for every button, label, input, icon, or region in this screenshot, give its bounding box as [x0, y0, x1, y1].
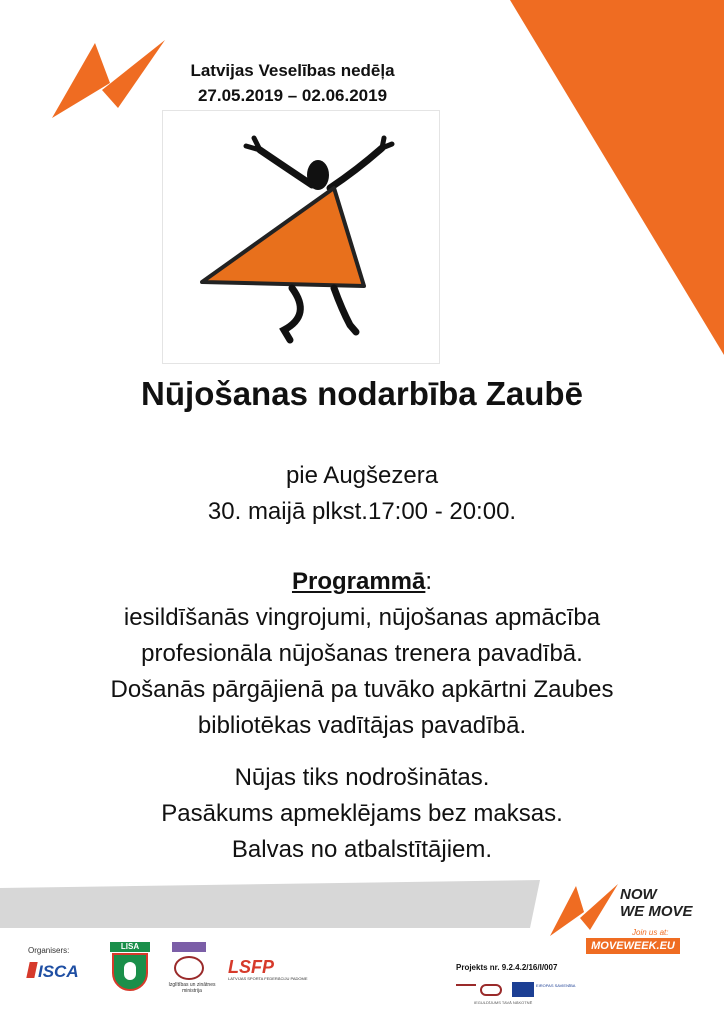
note-line: Pasākums apmeklējams bez maksas.: [161, 800, 563, 827]
now-text: NOW: [620, 886, 657, 903]
latvia-logo-icon: [480, 984, 502, 996]
program-line: iesildīšanās vingrojumi, nūjošanas apmācība: [123, 604, 601, 631]
event-details: [0, 458, 724, 530]
eu-flag-icon: [512, 982, 534, 997]
join-us-label: Join us at:: [632, 928, 669, 937]
now-we-move-text: [620, 886, 693, 920]
note-line: Nūjas tiks nodrošinātas.: [234, 764, 490, 791]
jumping-figure-illustration: [162, 110, 440, 364]
program-line: bibliotēkas vadītājas pavadībā.: [197, 712, 527, 739]
eu-slogan: IEGULDĪJUMS TAVĀ NĀKOTNĒ: [474, 1000, 533, 1005]
ministry-text: Izglītības un zinātnes ministrija: [168, 982, 216, 994]
event-name: Latvijas Veselības nedēļa: [190, 61, 395, 80]
eu-fund-text: EIROPAS SAVIENĪBA: [536, 983, 576, 988]
eu-funding-logos: [456, 982, 576, 1004]
ministry-logo: [170, 942, 214, 997]
event-location: pie Augšezera: [285, 462, 439, 489]
moveweek-website-link[interactable]: MOVEWEEK.EU: [586, 938, 680, 954]
program-heading-line: Programmā:: [291, 568, 433, 595]
now-we-move-logo: [548, 880, 708, 960]
lisa-figure-icon: [124, 962, 136, 980]
lsfp-logo: [228, 958, 306, 986]
program-heading: Programmā: [291, 568, 426, 595]
lsfp-text: LSFP: [228, 957, 275, 977]
moveweek-arrow-icon: [548, 882, 620, 938]
we-move-text: WE MOVE: [620, 903, 693, 920]
lsfp-subtext: LATVIJAS SPORTA FEDERĀCIJU PADOME: [228, 976, 308, 981]
organisers-label: Organisers:: [28, 946, 70, 955]
lisa-logo: [110, 942, 150, 992]
ministry-purple-bar: [172, 942, 206, 952]
program-section: [0, 564, 724, 744]
notes-section: [0, 760, 724, 868]
event-dates: 27.05.2019 – 02.06.2019: [197, 86, 388, 105]
event-header: [150, 58, 435, 108]
lisa-text: LISA: [110, 942, 150, 952]
isca-logo: [28, 958, 96, 984]
project-number: Projekts nr. 9.2.4.2/16/I/007: [456, 963, 558, 972]
program-line: profesionāla nūjošanas trenera pavadībā.: [141, 640, 583, 667]
isca-text: ISCA: [38, 962, 79, 981]
event-title: Nūjošanas nodarbība Zaubē: [141, 375, 583, 412]
note-line: Balvas no atbalstītājiem.: [231, 836, 493, 863]
program-line: Došanās pārgājienā pa tuvāko apkārtni Zaubes: [110, 676, 614, 703]
coat-of-arms-icon: [174, 956, 204, 980]
national-plan-icon: [456, 984, 476, 996]
event-time: 30. maijā plkst.17:00 - 20:00.: [207, 498, 517, 525]
